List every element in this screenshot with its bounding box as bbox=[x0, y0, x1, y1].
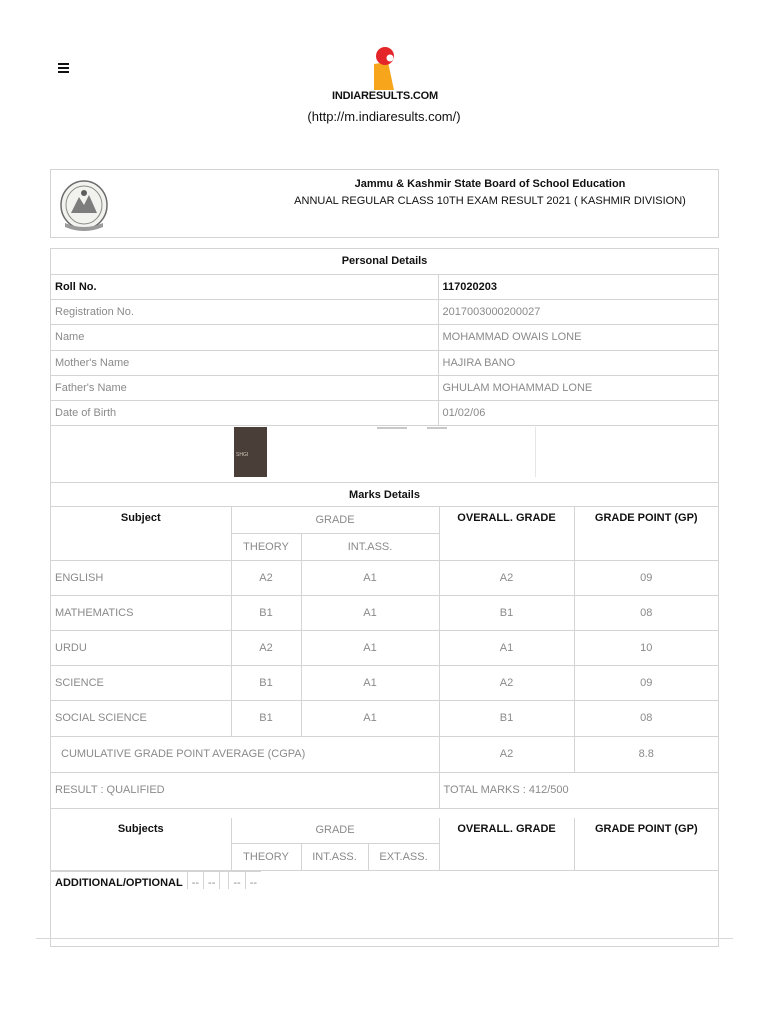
grade-point-header: GRADE POINT (GP) bbox=[574, 507, 718, 560]
theory-header: THEORY bbox=[231, 843, 301, 870]
photo-signature-row bbox=[51, 425, 718, 483]
int-ass-grade: A1 bbox=[301, 595, 439, 630]
registration-no-value: 2017003000200027 bbox=[438, 299, 718, 324]
int-ass-header: INT.ASS. bbox=[301, 843, 368, 870]
optional-overall-grade: -- bbox=[229, 871, 245, 889]
overall-grade: B1 bbox=[439, 700, 574, 736]
table-row bbox=[51, 274, 718, 299]
result-card bbox=[50, 248, 719, 947]
table-row bbox=[51, 630, 718, 665]
roll-no-value: 117020203 bbox=[438, 274, 718, 299]
subject-name: ENGLISH bbox=[51, 560, 231, 595]
optional-ext-ass-grade bbox=[220, 871, 229, 889]
int-ass-grade: A1 bbox=[301, 560, 439, 595]
board-name: Jammu & Kashmir State Board of School Education bbox=[354, 178, 626, 190]
total-marks: TOTAL MARKS : 412/500 bbox=[439, 772, 718, 808]
father-name-label: Father's Name bbox=[51, 375, 438, 400]
subject-name: SCIENCE bbox=[51, 665, 231, 700]
exam-title: ANNUAL REGULAR CLASS 10TH EXAM RESULT 2021 ( KASHMIR DIVISION) bbox=[294, 195, 686, 207]
subject-header: Subject bbox=[51, 507, 231, 560]
mother-name-value: HAJIRA BANO bbox=[438, 350, 718, 375]
overall-grade-header: OVERALL. GRADE bbox=[439, 507, 574, 560]
registration-no-label: Registration No. bbox=[51, 299, 438, 324]
int-ass-grade: A1 bbox=[301, 630, 439, 665]
personal-details-table bbox=[51, 249, 718, 426]
cgpa-label: CUMULATIVE GRADE POINT AVERAGE (CGPA) bbox=[51, 736, 439, 772]
table-row bbox=[51, 595, 718, 630]
theory-grade: B1 bbox=[231, 665, 301, 700]
overall-grade: B1 bbox=[439, 595, 574, 630]
board-header bbox=[50, 169, 719, 238]
student-signature bbox=[267, 427, 536, 477]
result-status: RESULT : QUALIFIED bbox=[51, 772, 439, 808]
site-name: INDIARESULTS.COM bbox=[332, 90, 438, 102]
table-row bbox=[51, 324, 718, 350]
grade-point: 09 bbox=[574, 665, 718, 700]
optional-theory-grade: -- bbox=[187, 871, 203, 889]
table-row bbox=[51, 299, 718, 324]
table-row bbox=[51, 665, 718, 700]
hamburger-menu-icon[interactable] bbox=[57, 58, 71, 78]
int-ass-header: INT.ASS. bbox=[301, 533, 439, 560]
optional-subjects-table bbox=[51, 818, 718, 889]
cgpa-overall-grade: A2 bbox=[439, 736, 574, 772]
dob-value: 01/02/06 bbox=[438, 400, 718, 425]
grade-point: 08 bbox=[574, 595, 718, 630]
grade-point-header: GRADE POINT (GP) bbox=[574, 818, 718, 870]
table-row bbox=[51, 560, 718, 595]
subject-name: SOCIAL SCIENCE bbox=[51, 700, 231, 736]
theory-grade: B1 bbox=[231, 595, 301, 630]
cgpa-row bbox=[51, 736, 718, 772]
optional-subject-name: ADDITIONAL/OPTIONAL bbox=[51, 871, 187, 889]
theory-grade: A2 bbox=[231, 560, 301, 595]
indiaresults-logo-icon bbox=[370, 46, 400, 90]
father-name-value: GHULAM MOHAMMAD LONE bbox=[438, 375, 718, 400]
grade-point: 08 bbox=[574, 700, 718, 736]
theory-header: THEORY bbox=[231, 533, 301, 560]
theory-grade: A2 bbox=[231, 630, 301, 665]
site-logo[interactable] bbox=[330, 46, 440, 106]
int-ass-grade: A1 bbox=[301, 665, 439, 700]
table-row bbox=[51, 375, 718, 400]
overall-grade: A2 bbox=[439, 665, 574, 700]
overall-grade: A1 bbox=[439, 630, 574, 665]
page-divider bbox=[36, 938, 733, 939]
roll-no-label: Roll No. bbox=[51, 274, 438, 299]
marks-table bbox=[51, 507, 718, 809]
table-row bbox=[51, 871, 261, 947]
overall-grade-header: OVERALL. GRADE bbox=[439, 818, 574, 870]
marks-details-heading: Marks Details bbox=[51, 483, 718, 507]
student-photo: SHGI bbox=[234, 427, 267, 477]
grade-header: GRADE bbox=[231, 507, 439, 533]
ext-ass-header: EXT.ASS. bbox=[368, 843, 439, 870]
mother-name-label: Mother's Name bbox=[51, 350, 438, 375]
int-ass-grade: A1 bbox=[301, 700, 439, 736]
grade-point: 09 bbox=[574, 560, 718, 595]
overall-grade: A2 bbox=[439, 560, 574, 595]
theory-grade: B1 bbox=[231, 700, 301, 736]
name-value: MOHAMMAD OWAIS LONE bbox=[438, 324, 718, 350]
table-row bbox=[51, 400, 718, 425]
site-url-link[interactable]: (http://m.indiaresults.com/) bbox=[307, 109, 461, 124]
table-row bbox=[51, 700, 718, 736]
subject-name: MATHEMATICS bbox=[51, 595, 231, 630]
subjects-header: Subjects bbox=[51, 818, 231, 870]
optional-grade-point: -- bbox=[245, 871, 261, 889]
table-row bbox=[51, 350, 718, 375]
dob-label: Date of Birth bbox=[51, 400, 438, 425]
cgpa-value: 8.8 bbox=[574, 736, 718, 772]
personal-details-heading: Personal Details bbox=[51, 249, 718, 274]
grade-header: GRADE bbox=[231, 818, 439, 843]
name-label: Name bbox=[51, 324, 438, 350]
optional-int-ass-grade: -- bbox=[204, 871, 220, 889]
board-emblem-icon bbox=[59, 179, 109, 233]
grade-point: 10 bbox=[574, 630, 718, 665]
result-row bbox=[51, 772, 718, 808]
subject-name: URDU bbox=[51, 630, 231, 665]
